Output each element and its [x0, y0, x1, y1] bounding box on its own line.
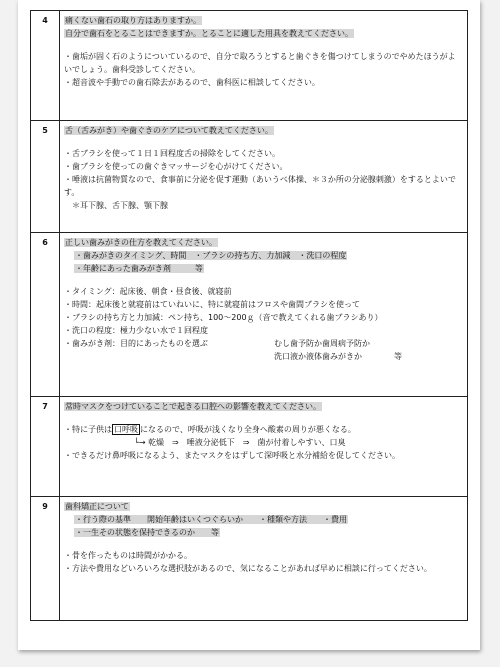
item-number: 5: [31, 121, 60, 233]
item-number: 4: [31, 11, 60, 121]
answer-text: ・超音波や手動での歯石除去があるので、歯科医に相談してください。: [64, 78, 320, 87]
answer-text: ＊耳下腺、舌下腺、顎下腺: [64, 201, 168, 210]
answer-text: ・洗口の程度：極力少ない水で１回程度: [64, 326, 208, 335]
qa-row: [31, 11, 468, 121]
answer-text: むし歯予防か歯周病予防か: [274, 339, 370, 348]
consequence-chain: └→ 乾燥 ⇒ 唾液分泌低下 ⇒ 菌が付着しやすい、口臭: [134, 438, 346, 447]
item-content: [60, 397, 468, 497]
item-content: [60, 121, 468, 233]
answer-text: ・タイミング：起床後、朝食・昼食後、就寝前: [64, 287, 232, 296]
question-text: ・行う際の基準 開始年齢はいくつぐらいか ・種類や方法 ・費用: [75, 515, 347, 524]
qa-table: [30, 10, 468, 621]
question-text: ・歯みがきのタイミング、時間 ・ブラシの持ち方、力加減 ・洗口の程度: [75, 251, 347, 260]
item-content: [60, 11, 468, 121]
qa-row: [31, 233, 468, 397]
answer-text: ・歯みがき剤：目的にあったものを選ぶ: [64, 339, 208, 348]
answer-text: ・時間：起床後と就寝前はていねいに、特に就寝前はフロスや歯間ブラシを使って: [64, 300, 360, 309]
question-text: 自分で歯石をとることはできますか。とることに適した用具を教えてください。: [65, 29, 353, 38]
toothpaste-answer: [64, 337, 462, 363]
item-number: 7: [31, 397, 60, 497]
item-content: [60, 497, 468, 621]
item-number: 6: [31, 233, 60, 397]
answer-text: ・できるだけ鼻呼吸になるよう、またマスクをはずして深呼吸と水分補給を促してください。: [64, 451, 400, 460]
answer-prefix: ・特に子供は: [64, 425, 112, 434]
question-text: 痛くない歯石の取り方はありますか。: [65, 16, 201, 25]
qa-row: [31, 497, 468, 621]
answer-text: ・唾液は抗菌物質なので、食事前に分泌を促す運動（あいうべ体操、＊３か所の分泌腺刺激）をするとよいです。: [64, 175, 456, 197]
answer-text: ・舌ブラシを使って１日１回程度舌の掃除をしてください。: [64, 149, 280, 158]
answer-text: ・ブラシの持ち方と力加減：ペン持ち、100～200ｇ（音で教えてくれる歯ブラシあり）: [64, 313, 383, 322]
document-page: [18, 0, 480, 650]
answer-text: ・骨を作ったものは時間がかかる。: [64, 551, 192, 560]
question-text: 正しい歯みがきの仕方を教えてください。: [65, 238, 217, 247]
qa-row: [31, 121, 468, 233]
qa-row: [31, 397, 468, 497]
question-text: ・一生その状態を保持できるのか 等: [75, 528, 219, 537]
mouth-breathing-term: 口呼吸: [114, 425, 138, 434]
item-content: [60, 233, 468, 397]
answer-text: [64, 423, 462, 436]
answer-text: ・歯ブラシを使っての歯ぐきマッサージを心がけてください。: [64, 162, 288, 171]
answer-suffix: になるので、呼吸が浅くなり全身へ酸素の周りが悪くなる。: [140, 425, 356, 434]
answer-text: ・歯垢が固く石のようについているので、自分で取ろうとすると歯ぐきを傷つけてしまうのでやめたほうがよいでしょう。歯科受診してください。: [64, 52, 456, 74]
question-text: 舌（舌みがき）や歯ぐきのケアについて教えてください。: [65, 126, 273, 135]
question-text: 常時マスクをつけていることで起きる口腔への影響を教えてください。: [65, 402, 321, 411]
answer-text: ・方法や費用などいろいろな選択肢があるので、気になることがあれば早めに相談に行ってください。: [64, 564, 432, 573]
question-text: 歯科矯正について: [65, 502, 129, 511]
answer-text: 洗口液か液体歯みがきか 等: [274, 352, 402, 361]
question-text: ・年齢にあった歯みがき剤 等: [75, 264, 203, 273]
item-number: 9: [31, 497, 60, 621]
